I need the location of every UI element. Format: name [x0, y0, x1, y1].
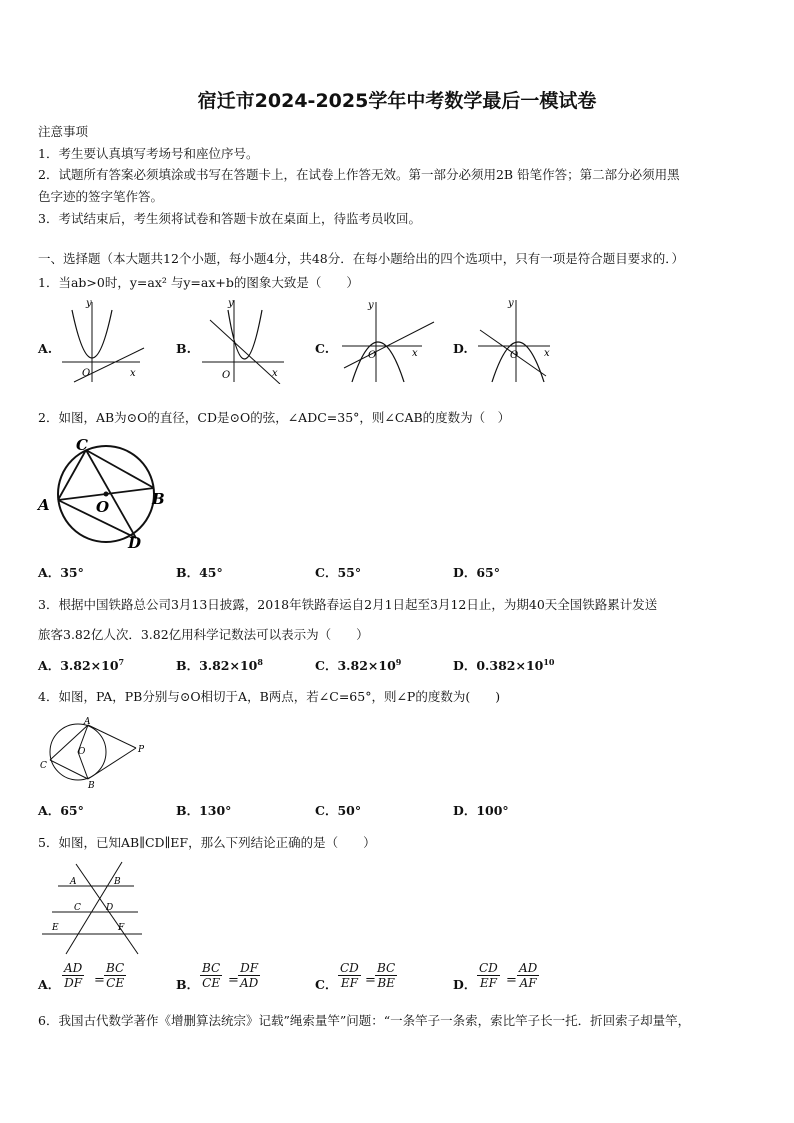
- point-c-label: C: [74, 903, 81, 913]
- q5-option-d[interactable]: D．: [453, 977, 477, 992]
- point-d-label: D: [106, 903, 114, 913]
- q1-option-a[interactable]: A.: [38, 341, 53, 356]
- q5-option-a[interactable]: A．: [38, 977, 61, 992]
- axis-y-label: y: [508, 298, 514, 309]
- fraction: $\frac{BC}{CE}$: [106, 961, 125, 990]
- q1-graph-a: [60, 296, 150, 384]
- q1-option-d[interactable]: D.: [453, 341, 468, 356]
- q3-option-b[interactable]: B．$3.82\times 10^8$: [176, 656, 263, 673]
- q5-option-b[interactable]: B．: [176, 977, 200, 992]
- axis-x-label: x: [272, 368, 278, 379]
- q4-option-d[interactable]: D．100°: [453, 803, 509, 818]
- point-o-label: O: [78, 747, 86, 757]
- q4-option-c[interactable]: C．50°: [315, 803, 362, 818]
- question-6-stem: 6．我国古代数学著作《增删算法统宗》记载”绳索量竿”问题：“一条竿子一条索，索比竿子长一托．折回索子却量竿，: [38, 1013, 691, 1028]
- question-1-stem: 1．当ab>0时，y=ax² 与y=ax+b的图象大致是（ ）: [38, 275, 359, 290]
- page-title: 宿迁市2024-2025学年中考数学最后一模试卷: [197, 90, 597, 112]
- axis-y-label: y: [368, 300, 374, 311]
- q2-option-d[interactable]: D．65°: [453, 565, 500, 580]
- q1-graph-b: [200, 296, 290, 384]
- notice-item: 2．试题所有答案必须填涂或书写在答题卡上，在试卷上作答无效。第一部分必须用2B 铅笔作答；第二部分必须用黑: [38, 167, 680, 182]
- q5-option-c[interactable]: C．: [315, 977, 338, 992]
- point-p-label: P: [138, 745, 145, 755]
- point-b-label: B: [152, 490, 165, 508]
- axis-y-label: y: [228, 298, 234, 309]
- fraction: $\frac{CD}{EF}$: [479, 961, 498, 990]
- q4-option-b[interactable]: B．130°: [176, 803, 232, 818]
- point-o-label: O: [96, 498, 110, 516]
- question-4-stem: 4．如图，PA，PB分别与⊙O相切于A，B两点，若∠C=65°，则∠P的度数为( ): [38, 689, 501, 704]
- axis-x-label: x: [130, 368, 136, 379]
- axis-x-label: x: [544, 348, 550, 359]
- q3-option-a[interactable]: A．$3.82\times 10^7$: [38, 656, 125, 673]
- origin-label: O: [82, 368, 91, 379]
- q1-option-c[interactable]: C.: [315, 341, 330, 356]
- axis-x-label: x: [412, 348, 418, 359]
- point-b-label: B: [88, 781, 95, 790]
- point-c-label: C: [40, 761, 47, 771]
- fraction: $\frac{AD}{DF}$: [64, 961, 83, 990]
- point-c-label: C: [76, 436, 88, 454]
- origin-label: O: [222, 370, 231, 381]
- point-d-label: D: [128, 534, 142, 552]
- q2-circle-figure: [36, 432, 172, 554]
- q4-tangent-figure: [36, 714, 148, 790]
- fraction: $\frac{AD}{AF}$: [519, 961, 538, 990]
- notice-item: 3．考试结束后，考生须将试卷和答题卡放在桌面上，待监考员收回。: [38, 211, 421, 226]
- equals-sign: =: [365, 973, 376, 988]
- fraction: $\frac{BC}{CE}$: [202, 961, 221, 990]
- origin-label: O: [368, 350, 377, 361]
- fraction: $\frac{DF}{AD}$: [240, 961, 259, 990]
- point-e-label: E: [52, 923, 59, 933]
- q2-option-b[interactable]: B．45°: [176, 565, 223, 580]
- notice-item: 色字迹的签字笔作答。: [38, 189, 164, 204]
- q1-graph-d: [474, 296, 564, 384]
- equals-sign: =: [228, 973, 239, 988]
- q3-option-d[interactable]: D．$0.382\times 10^{10}$: [453, 656, 555, 673]
- axis-y-label: y: [86, 298, 92, 309]
- section-heading: 一、选择题（本大题共12个小题，每小题4分，共48分．在每小题给出的四个选项中，只有一项是符合题目要求的．）: [38, 251, 685, 266]
- question-2-stem: 2．如图，AB为⊙O的直径，CD是⊙O的弦，∠ADC=35°，则∠CAB的度数为（ ）: [38, 410, 511, 425]
- q3-option-c[interactable]: C．$3.82\times 10^9$: [315, 656, 402, 673]
- equals-sign: =: [506, 973, 517, 988]
- q2-option-c[interactable]: C．55°: [315, 565, 362, 580]
- question-5-stem: 5．如图，已知AB∥CD∥EF，那么下列结论正确的是（ ）: [38, 835, 376, 850]
- equals-sign: =: [94, 973, 105, 988]
- point-f-label: F: [118, 923, 125, 933]
- origin-label: O: [510, 350, 519, 361]
- notice-item: 1．考生要认真填写考场号和座位序号。: [38, 146, 259, 161]
- q4-option-a[interactable]: A．65°: [38, 803, 84, 818]
- q1-option-b[interactable]: B.: [176, 341, 191, 356]
- q2-option-a[interactable]: A．35°: [38, 565, 84, 580]
- question-3-stem: 3．根据中国铁路总公司3月13日披露，2018年铁路春运自2月1日起至3月12日止，为期40天全国铁路累计发送: [38, 597, 658, 612]
- q1-graph-c: [338, 296, 438, 384]
- point-b-label: B: [114, 877, 121, 887]
- notice-heading: 注意事项: [38, 124, 89, 139]
- q5-parallel-figure: [38, 858, 148, 958]
- point-a-label: A: [38, 496, 50, 514]
- point-a-label: A: [84, 717, 91, 727]
- fraction: $\frac{CD}{EF}$: [340, 961, 359, 990]
- fraction: $\frac{BC}{BE}$: [377, 961, 396, 990]
- question-3-stem-cont: 旅客3.82亿人次．3.82亿用科学记数法可以表示为（ ）: [38, 627, 369, 642]
- point-a-label: A: [70, 877, 77, 887]
